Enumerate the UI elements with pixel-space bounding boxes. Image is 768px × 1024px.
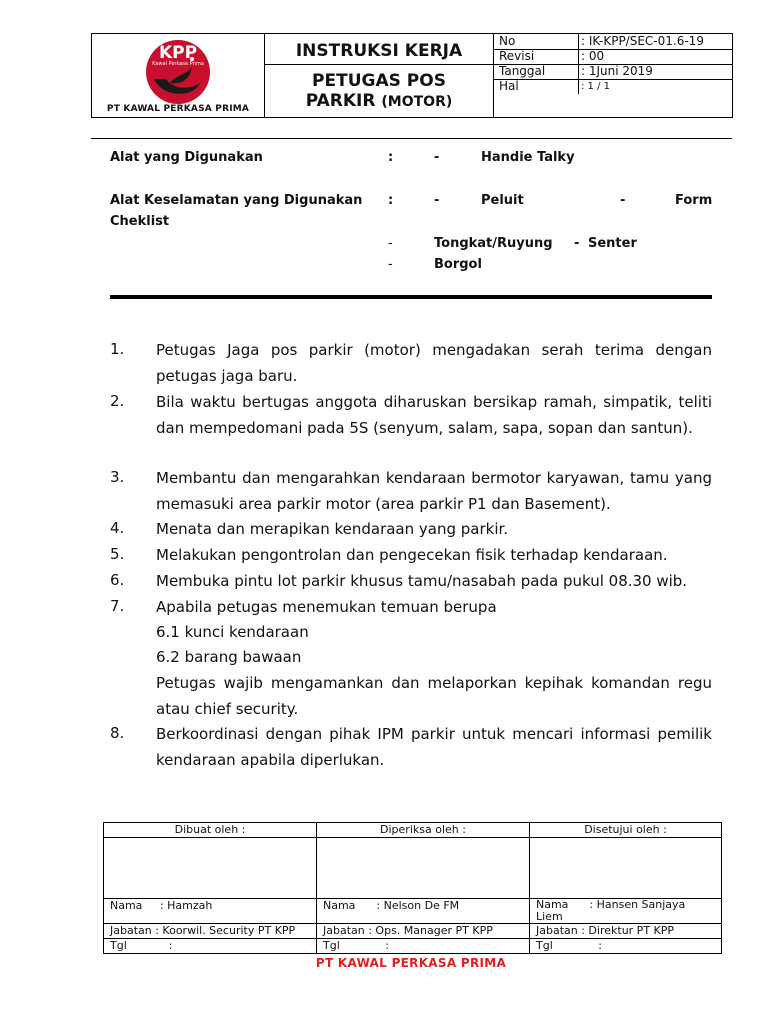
meta-key: Hal <box>499 79 519 93</box>
jabatan-disetujui: Jabatan : Direktur PT KPP <box>530 924 722 939</box>
document-meta <box>494 34 732 117</box>
step-number: 6. <box>110 571 125 589</box>
step-number: 7. <box>110 597 125 615</box>
name-diperiksa: Nama : Nelson De FM <box>317 899 530 924</box>
step-number: 8. <box>110 724 125 742</box>
meta-value: : 1Juni 2019 <box>581 64 653 78</box>
signature-header-row <box>104 823 722 838</box>
safety-item-borgol: Borgol <box>434 257 482 272</box>
meta-value: : 1 / 1 <box>581 81 610 92</box>
step-text: Apabila petugas menemukan temuan berupa <box>156 598 497 616</box>
signature-jabatan-row <box>104 924 722 939</box>
signature-box <box>317 838 530 899</box>
meta-value: : 00 <box>581 49 605 63</box>
divider-thin <box>91 138 732 139</box>
logo-cell <box>92 34 265 117</box>
signature-box <box>104 838 317 899</box>
signature-table <box>103 822 722 954</box>
meta-row-tanggal <box>494 64 732 80</box>
step-text: Menata dan merapikan kendaraan yang parkir. <box>156 520 509 538</box>
step-number: 4. <box>110 519 125 537</box>
jabatan-diperiksa: Jabatan : Ops. Manager PT KPP <box>317 924 530 939</box>
step-number: 5. <box>110 545 125 563</box>
document-subject-title <box>265 71 493 112</box>
document-type-title: INSTRUKSI KERJA <box>295 41 463 61</box>
logo-subtext: Kawal Perkasa Prima <box>152 61 204 67</box>
tgl-diperiksa: Tgl : <box>317 939 530 954</box>
signature-box <box>530 838 722 899</box>
step-text: Berkoordinasi dengan pihak IPM parkir untuk mencari informasi pemilik kendaraan apabila diperlukan. <box>156 725 712 769</box>
alat-label: Alat yang Digunakan <box>110 150 263 165</box>
step-number: 3. <box>110 468 125 486</box>
signature-tgl-row <box>104 939 722 954</box>
safety-item-senter: Senter <box>588 236 637 251</box>
meta-row-hal <box>494 79 732 94</box>
safety-dash-2: - <box>620 193 626 208</box>
title-divider <box>265 64 493 65</box>
step-text: Melakukan pengontrolan dan pengecekan fisik terhadap kendaraan. <box>156 546 668 564</box>
meta-value: : IK-KPP/SEC-01.6-19 <box>581 34 704 48</box>
step-text: Membantu dan mengarahkan kendaraan bermotor karyawan, tamu yang memasuki area parkir motor (area parkir P1 dan Basement). <box>156 469 712 513</box>
safety-item-peluit: Peluit <box>481 193 524 208</box>
name-dibuat: Nama : Hamzah <box>104 899 317 924</box>
meta-row-no <box>494 34 732 50</box>
safety-item-tongkat: Tongkat/Ruyung <box>434 236 553 251</box>
subject-word-parkir: PARKIR <box>305 91 376 111</box>
footer-company: PT KAWAL PERKASA PRIMA <box>315 956 507 970</box>
safety-dash-1: - <box>434 193 440 208</box>
step-number: 1. <box>110 340 125 358</box>
safety-label-cont: Cheklist <box>110 214 170 229</box>
signature-name-row <box>104 899 722 924</box>
header-diperiksa: Diperiksa oleh : <box>317 823 530 838</box>
meta-key: No <box>499 34 516 48</box>
header-disetujui: Disetujui oleh : <box>530 823 722 838</box>
safety-label: Alat Keselamatan yang Digunakan <box>110 193 363 208</box>
step-subitem: 6.2 barang bawaan <box>156 648 302 666</box>
safety-colon: : <box>388 193 394 208</box>
subject-word-motor: (MOTOR) <box>381 94 453 110</box>
safety-dash-3: - <box>388 236 393 251</box>
step-text: Bila waktu bertugas anggota diharuskan bersikap ramah, simpatik, teliti dan mempedomani pada 5S (senyum, salam, sapa, sopan dan santun). <box>156 393 712 437</box>
divider-thick <box>110 295 712 299</box>
company-name-small: PT KAWAL PERKASA PRIMA <box>106 104 250 114</box>
safety-dash-4: - <box>574 236 580 251</box>
step-text: Membuka pintu lot parkir khusus tamu/nasabah pada pukul 08.30 wib. <box>156 572 688 590</box>
subject-line-1: PETUGAS POS <box>312 71 446 91</box>
tgl-disetujui: Tgl : <box>530 939 722 954</box>
safety-item-form: Form <box>675 193 713 208</box>
document-header <box>91 33 733 118</box>
jabatan-dibuat: Jabatan : Koorwil. Security PT KPP <box>104 924 317 939</box>
signature-space-row <box>104 838 722 899</box>
alat-dash: - <box>434 150 440 165</box>
step-number: 2. <box>110 392 125 410</box>
alat-colon: : <box>388 150 394 165</box>
meta-key: Tanggal <box>499 64 546 78</box>
alat-value: Handie Talky <box>481 150 575 165</box>
tgl-dibuat: Tgl : <box>104 939 317 954</box>
subject-line-2 <box>265 91 493 112</box>
step-text: Petugas wajib mengamankan dan melaporkan kepihak komandan regu atau chief security. <box>156 674 712 718</box>
logo-text: KPP <box>158 43 198 63</box>
meta-row-revisi <box>494 49 732 65</box>
title-cell <box>265 34 494 117</box>
step-subitem: 6.1 kunci kendaraan <box>156 623 309 641</box>
name-disetujui: Nama : Hansen Sanjaya Liem <box>530 899 722 924</box>
step-text: Petugas Jaga pos parkir (motor) mengadakan serah terima dengan petugas jaga baru. <box>156 341 712 385</box>
meta-key: Revisi <box>499 49 535 63</box>
header-dibuat: Dibuat oleh : <box>104 823 317 838</box>
safety-dash-5: - <box>388 257 393 272</box>
